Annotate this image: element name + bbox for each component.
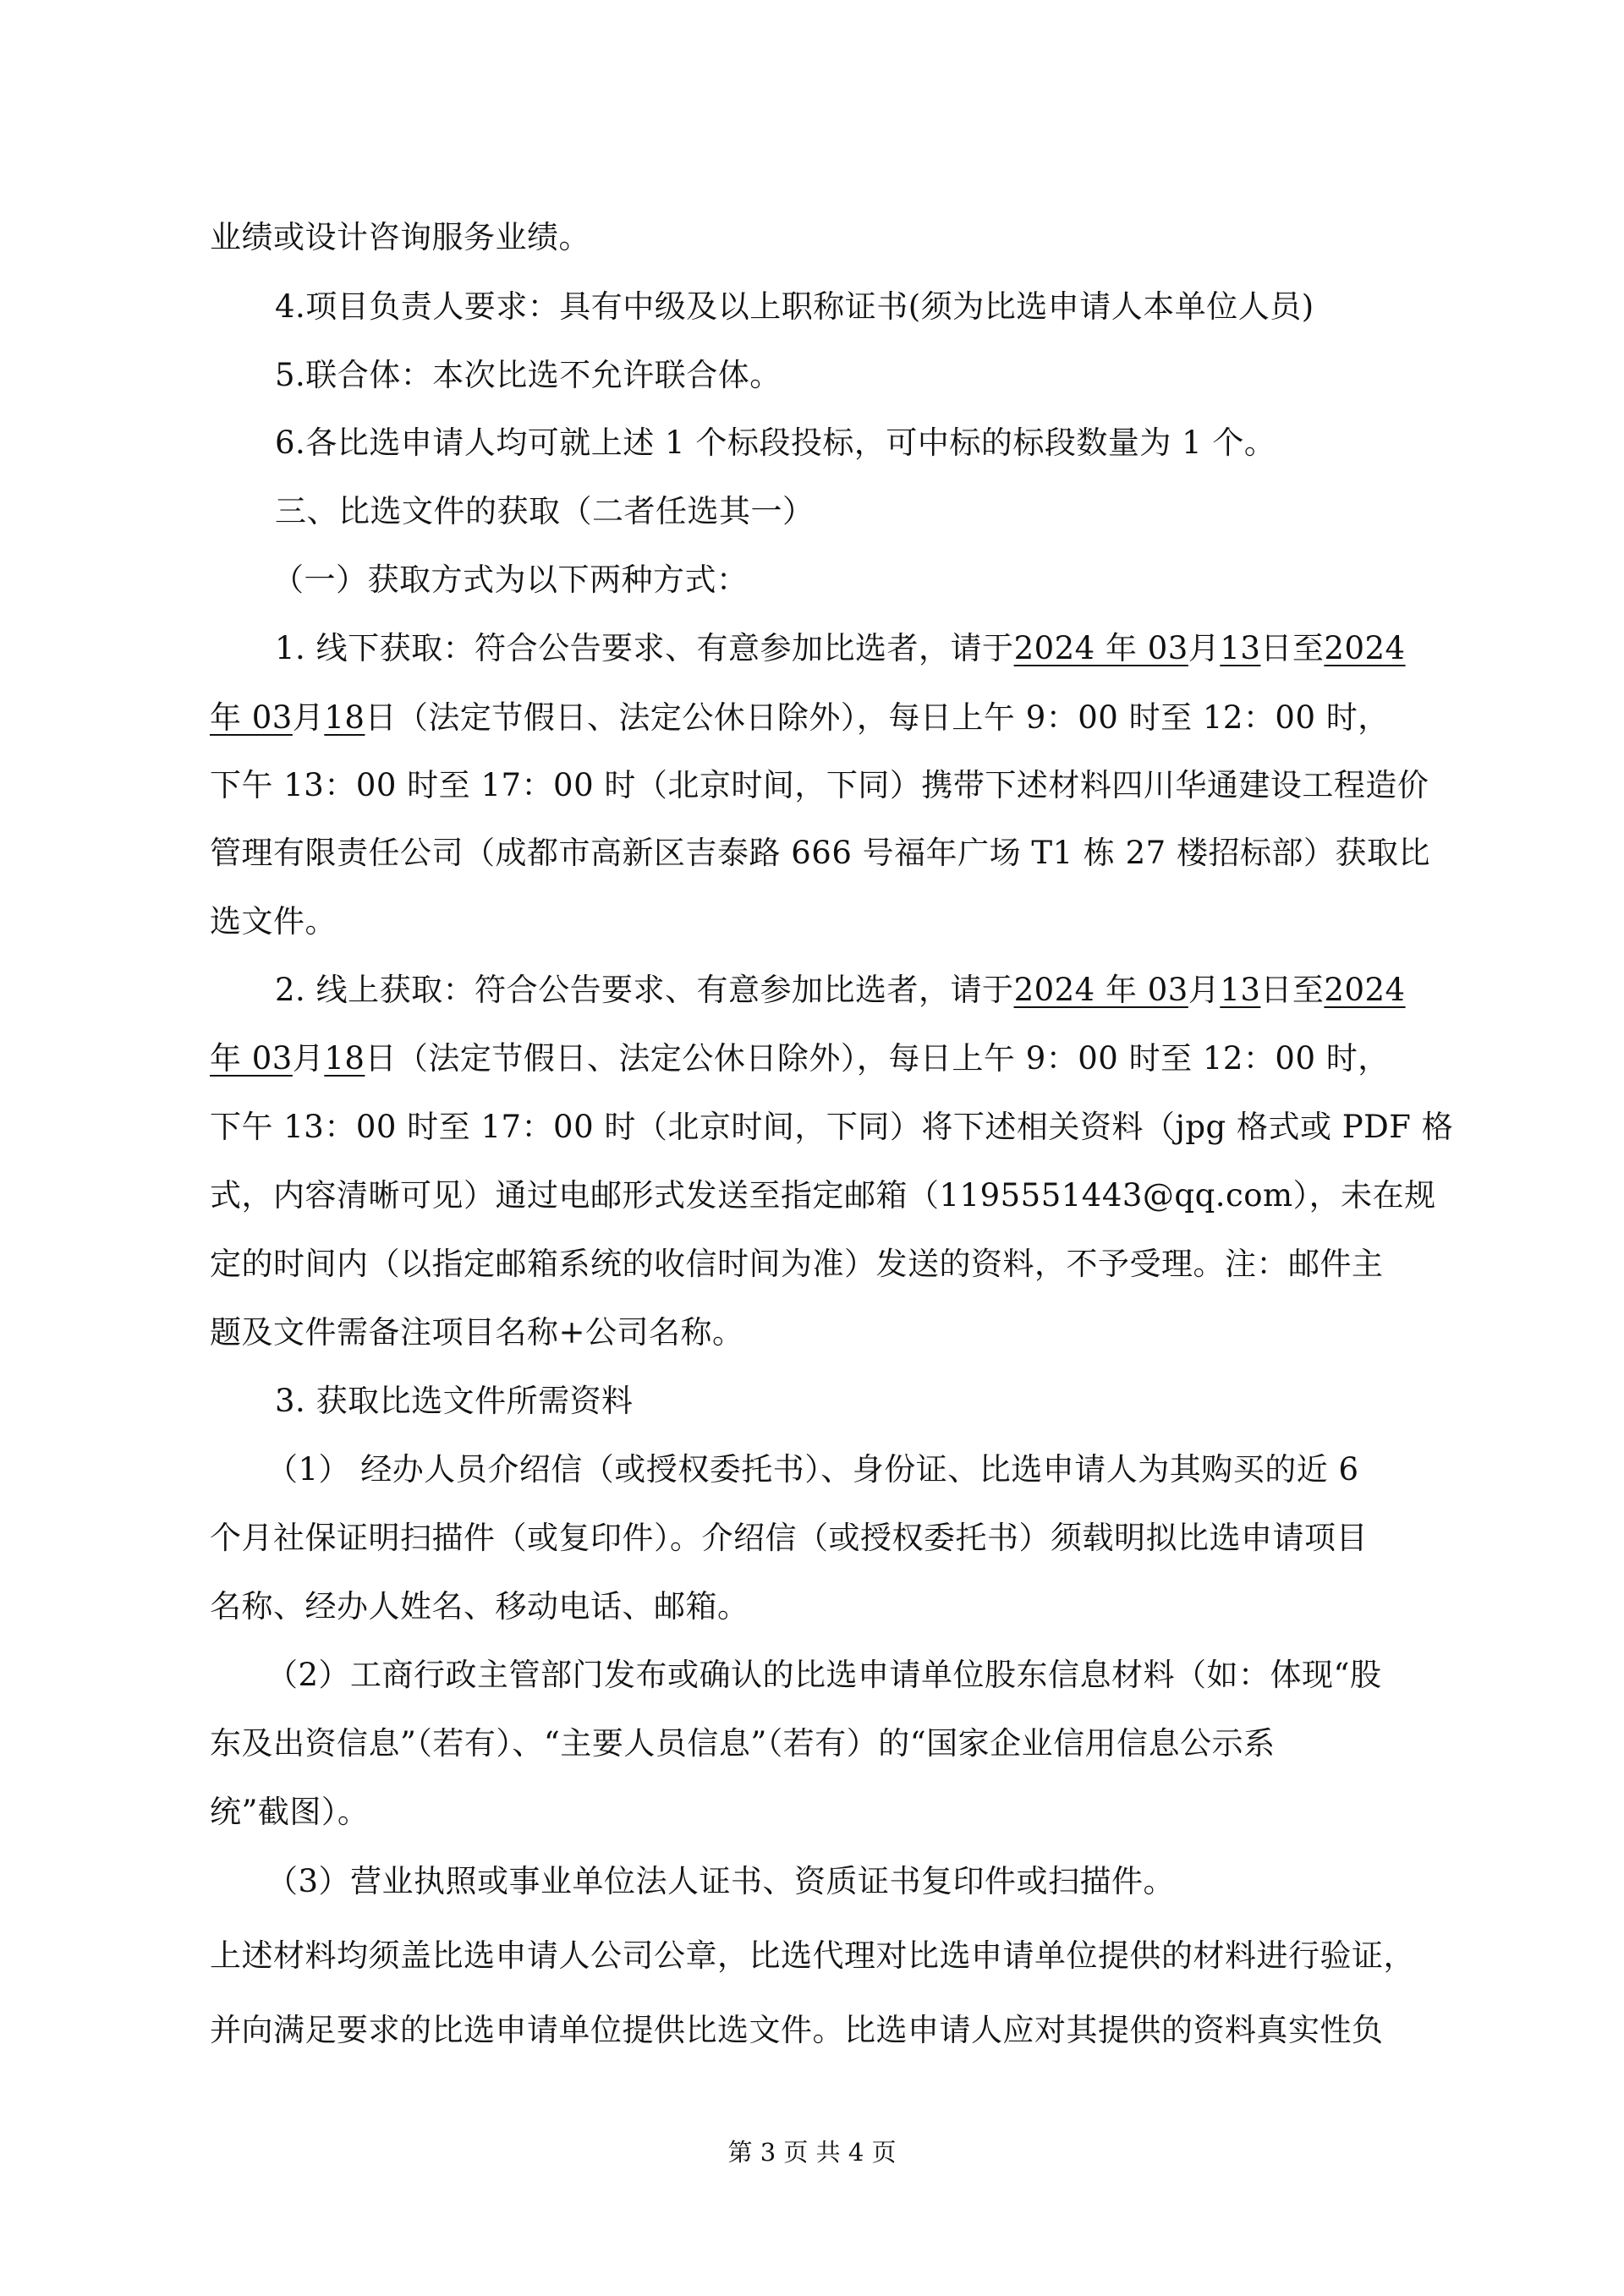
paragraph-line: 定的时间内（以指定邮箱系统的收信时间为准）发送的资料，不予受理。注：邮件主: [210, 1246, 1384, 1282]
paragraph-line: 下午 13：00 时至 17：00 时（北京时间，下同）携带下述材料四川华通建设工程造价: [210, 767, 1429, 803]
text-segment: 月: [292, 699, 325, 736]
paragraph-line: 4.项目负责人要求：具有中级及以上职称证书(须为比选申请人本单位人员): [275, 288, 1314, 325]
paragraph-line: 选文件。: [210, 903, 337, 940]
text-segment: 2. 线上获取：符合公告要求、有意参加比选者，请于: [275, 972, 1014, 1008]
paragraph-line: 6.各比选申请人均可就上述 1 个标段投标，可中标的标段数量为 1 个。: [275, 425, 1276, 461]
text-segment: 月: [1188, 972, 1221, 1008]
paragraph-line: 统”截图）。: [210, 1794, 370, 1830]
date-underlined: 13: [1220, 972, 1261, 1008]
date-underlined: 2024: [1324, 972, 1406, 1008]
paragraph-line: 东及出资信息”（若有）、“主要人员信息”（若有）的“国家企业信用信息公示系: [210, 1725, 1276, 1762]
section-heading: 三、比选文件的获取（二者任选其一）: [275, 493, 815, 529]
date-underlined: 年 03: [210, 1040, 293, 1077]
paragraph-line: 5.联合体：本次比选不允许联合体。: [275, 357, 782, 393]
paragraph-line: （2）工商行政主管部门发布或确认的比选申请单位股东信息材料（如：体现“股: [266, 1657, 1382, 1693]
text-segment: 日至: [1260, 972, 1325, 1008]
paragraph-line: 管理有限责任公司（成都市高新区吉泰路 666 号福年广场 T1 栋 27 楼招标部）获取比: [210, 835, 1430, 871]
paragraph-line: [0, 693, 1624, 743]
text-segment: 月: [292, 1040, 325, 1077]
paragraph-line: [0, 623, 1624, 674]
paragraph-line: （3）营业执照或事业单位法人证书、资质证书复印件或扫描件。: [266, 1863, 1176, 1899]
paragraph-line: 业绩或设计咨询服务业绩。: [210, 219, 590, 255]
paragraph-line: 名称、经办人姓名、移动电话、邮箱。: [210, 1588, 749, 1625]
subsection-heading: （一）获取方式为以下两种方式：: [272, 562, 749, 598]
date-underlined: 年 03: [210, 699, 293, 736]
paragraph-line: 下午 13：00 时至 17：00 时（北京时间，下同）将下述相关资料（jpg 格式或 PDF 格: [210, 1109, 1454, 1145]
text-segment: 日至: [1260, 630, 1325, 666]
date-underlined: 2024: [1324, 630, 1406, 666]
date-underlined: 18: [324, 1040, 365, 1077]
text-segment: 1. 线下获取：符合公告要求、有意参加比选者，请于: [275, 630, 1014, 666]
text-segment: 月: [1188, 630, 1221, 666]
paragraph-line: [0, 965, 1624, 1016]
paragraph-line: 上述材料均须盖比选申请人公司公章，比选代理对比选申请单位提供的材料进行验证，: [210, 1937, 1415, 1974]
page-number-footer: 第 3 页 共 4 页: [727, 2138, 897, 2167]
paragraph-line: 个月社保证明扫描件（或复印件）。介绍信（或授权委托书）须载明拟比选申请项目: [210, 1520, 1368, 1556]
date-underlined: 13: [1220, 630, 1261, 666]
paragraph-line: 式，内容清晰可见）通过电邮形式发送至指定邮箱（1195551443@qq.com），未在规: [210, 1177, 1436, 1214]
text-segment: 日（法定节假日、法定公休日除外），每日上午 9：00 时至 12：00 时，: [365, 1040, 1390, 1077]
paragraph-line: （1） 经办人员介绍信（或授权委托书）、身份证、比选申请人为其购买的近 6: [266, 1451, 1359, 1488]
date-underlined: 18: [324, 699, 365, 736]
paragraph-line: 并向满足要求的比选申请单位提供比选文件。比选申请人应对其提供的资料真实性负: [210, 2012, 1384, 2048]
subsection-heading: 3. 获取比选文件所需资料: [275, 1383, 634, 1419]
paragraph-line: [0, 1033, 1624, 1084]
date-underlined: 2024 年 03: [1013, 972, 1188, 1008]
text-segment: 日（法定节假日、法定公休日除外），每日上午 9：00 时至 12：00 时，: [365, 699, 1390, 736]
date-underlined: 2024 年 03: [1013, 630, 1188, 666]
paragraph-line: 题及文件需备注项目名称+公司名称。: [210, 1314, 744, 1351]
